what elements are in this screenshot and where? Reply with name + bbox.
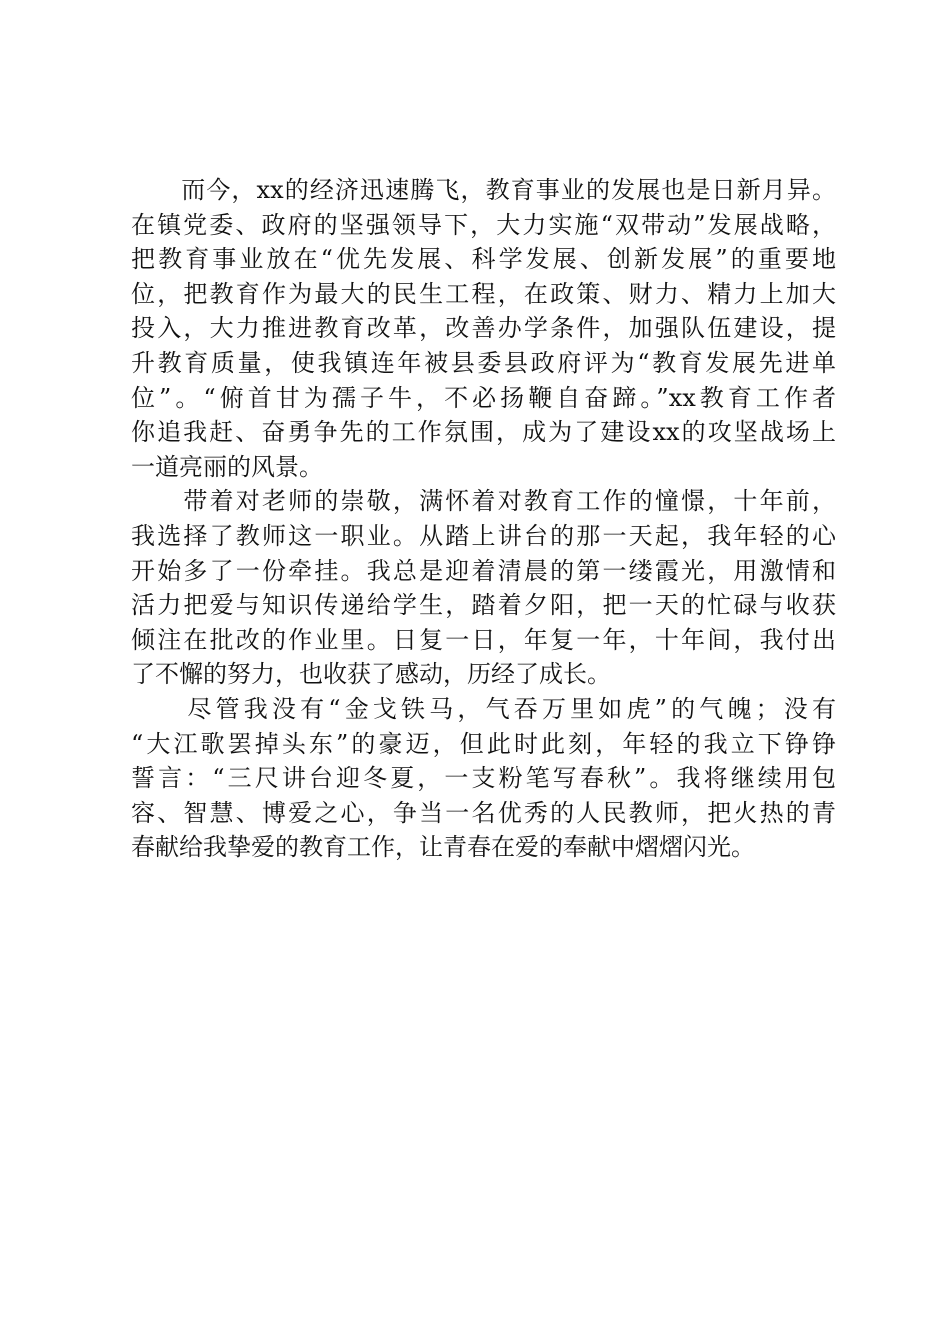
- text-line: 在镇党委、政府的坚强领导下，大力实施“双带动”发展战略，: [131, 210, 836, 239]
- text-line: 活力把爱与知识传递给学生，踏着夕阳，把一天的忙碌与收获: [131, 591, 836, 620]
- text-line: 倾注在批改的作业里。日复一日，年复一年，十年间，我付出: [131, 625, 836, 654]
- text-line: 了不懈的努力，也收获了感动，历经了成长。: [131, 660, 611, 689]
- text-line: 你追我赶、奋勇争先的工作氛围，成为了建设xx的攻坚战场上: [131, 418, 836, 447]
- text-line: 投入，大力推进教育改革，改善办学条件，加强队伍建设，提: [131, 314, 836, 343]
- text-line: 我选择了教师这一职业。从踏上讲台的那一天起，我年轻的心: [131, 521, 836, 550]
- paragraph-1: [131, 173, 836, 484]
- text-line: 带着对老师的崇敬，满怀着对教育工作的憧憬，十年前，: [131, 487, 836, 516]
- text-line: 把教育事业放在“优先发展、科学发展、创新发展”的重要地: [131, 245, 836, 274]
- text-line: “大江歌罢掉头东”的豪迈，但此时此刻，年轻的我立下铮铮: [131, 729, 836, 758]
- text-line: 开始多了一份牵挂。我总是迎着清晨的第一缕霞光，用激情和: [131, 556, 836, 585]
- text-line: 春献给我挚爱的教育工作，让青春在爱的奉献中熠熠闪光。: [131, 833, 755, 862]
- paragraph-2: [131, 484, 836, 692]
- text-line: 尽管我没有“金戈铁马，气吞万里如虎”的气魄；没有: [131, 694, 836, 723]
- text-line: 誓言：“三尺讲台迎冬夏，一支粉笔写春秋”。我将继续用包: [131, 764, 836, 793]
- text-line: 位，把教育作为最大的民生工程，在政策、财力、精力上加大: [131, 279, 836, 308]
- text-line: 而今，xx的经济迅速腾飞，教育事业的发展也是日新月异。: [131, 176, 836, 204]
- text-line: 容、智慧、博爱之心，争当一名优秀的人民教师，把火热的青: [131, 798, 836, 827]
- text-line: 升教育质量，使我镇连年被县委县政府评为“教育发展先进单: [131, 348, 836, 377]
- text-line: 位”。“俯首甘为孺子牛，不必扬鞭自奋蹄。”xx教育工作者: [131, 383, 836, 412]
- text-line: 一道亮丽的风景。: [131, 452, 323, 481]
- paragraph-3: [131, 692, 836, 865]
- document-body: [131, 173, 836, 865]
